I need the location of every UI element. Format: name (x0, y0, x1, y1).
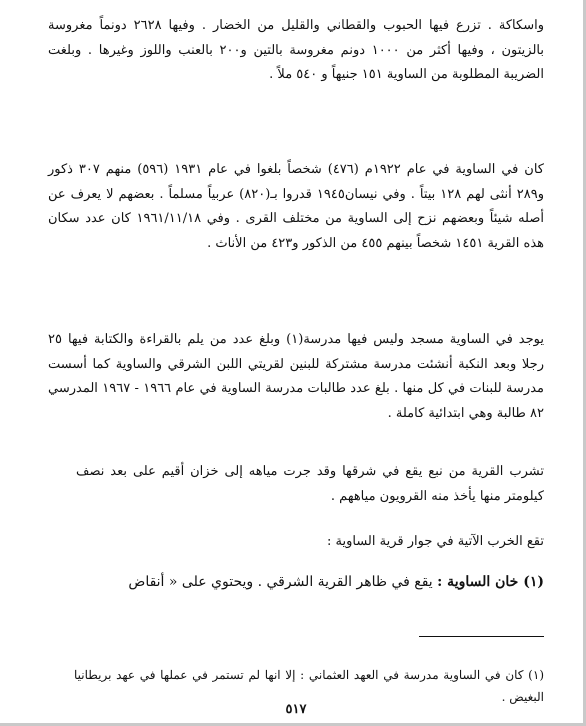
ruins-item-label: (١) خان الساوية : (437, 574, 544, 590)
paragraph-population: كان في الساوية في عام ١٩٢٢م (٤٧٦) شخصاً بلغوا في عام ١٩٣١ (٥٩٦) منهم ٣٠٧ ذكور و٢٨٩ أنثى لهم ١٢٨ بيتاً . وفي نيسان١٩٤٥ قدروا بـ(٨٢٠) عربياً مسلماً . بعضهم لا يعرف عن أصله شيئاً وبعضهم نزح إلى الساوية من مختلف القرى . وفي ١٩٦١/١١/١٨ كان عدد سكان هذه القرية ١٤٥١ شخصاً بينهم ٤٥٥ من الذكور و٤٢٣ من الأناث . (48, 162, 544, 251)
paragraph-education: يوجد في الساوية مسجد وليس فيها مدرسة(١) وبلغ عدد من يلم بالقراءة والكتابة فيها ٢٥ رجلا وبعد النكبة أنشئت مدرسة مشتركة للبنين لقريتي اللبن الشرقي والساوية كما أسست مدرسة للبنات في كل منها . بلغ عدد طالبات مدرسة الساوية في عام ١٩٦٦ - ١٩٦٧ المدرسي ٨٢ طالبة وهي ابتدائية كاملة . (48, 332, 545, 421)
footnote: (١) كان في الساوية مدرسة في العهد العثماني : إلا انها لم تستمر في عملها في عهد بريطانيا البغيض . (74, 668, 544, 704)
ruins-item-text: يقع في ظاهر القرية الشرقي . ويحتوي على « أنقاض (128, 574, 433, 590)
page-number: ٥١٧ (285, 702, 307, 717)
book-page (48, 14, 544, 720)
ruins-item-khan (48, 570, 544, 595)
paragraph-ruins-intro: تقع الخرب الآتية في جوار قرية الساوية : (327, 534, 544, 549)
paragraph-water: تشرب القرية من نبع يقع في شرقها وقد جرت مياهه إلى خزان أقيم على بعد نصف كيلومتر منها يأخذ منه القرويون مياههم . (76, 464, 544, 504)
paragraph-agriculture: واسكاكة . تزرع فيها الحبوب والقطاني والقليل من الخضار . وفيها ٢٦٢٨ دونماً مغروسة بالزيتون ، وفيها أكثر من ١٠٠٠ دونم مغروسة بالتين و٢٠٠ بالعنب واللوز وغيرها . وبلغت الضريبة المطلوبة من الساوية ١٥١ جنيهاً و ٥٤٠ ملاً . (48, 18, 544, 82)
footnote-divider (419, 636, 544, 637)
